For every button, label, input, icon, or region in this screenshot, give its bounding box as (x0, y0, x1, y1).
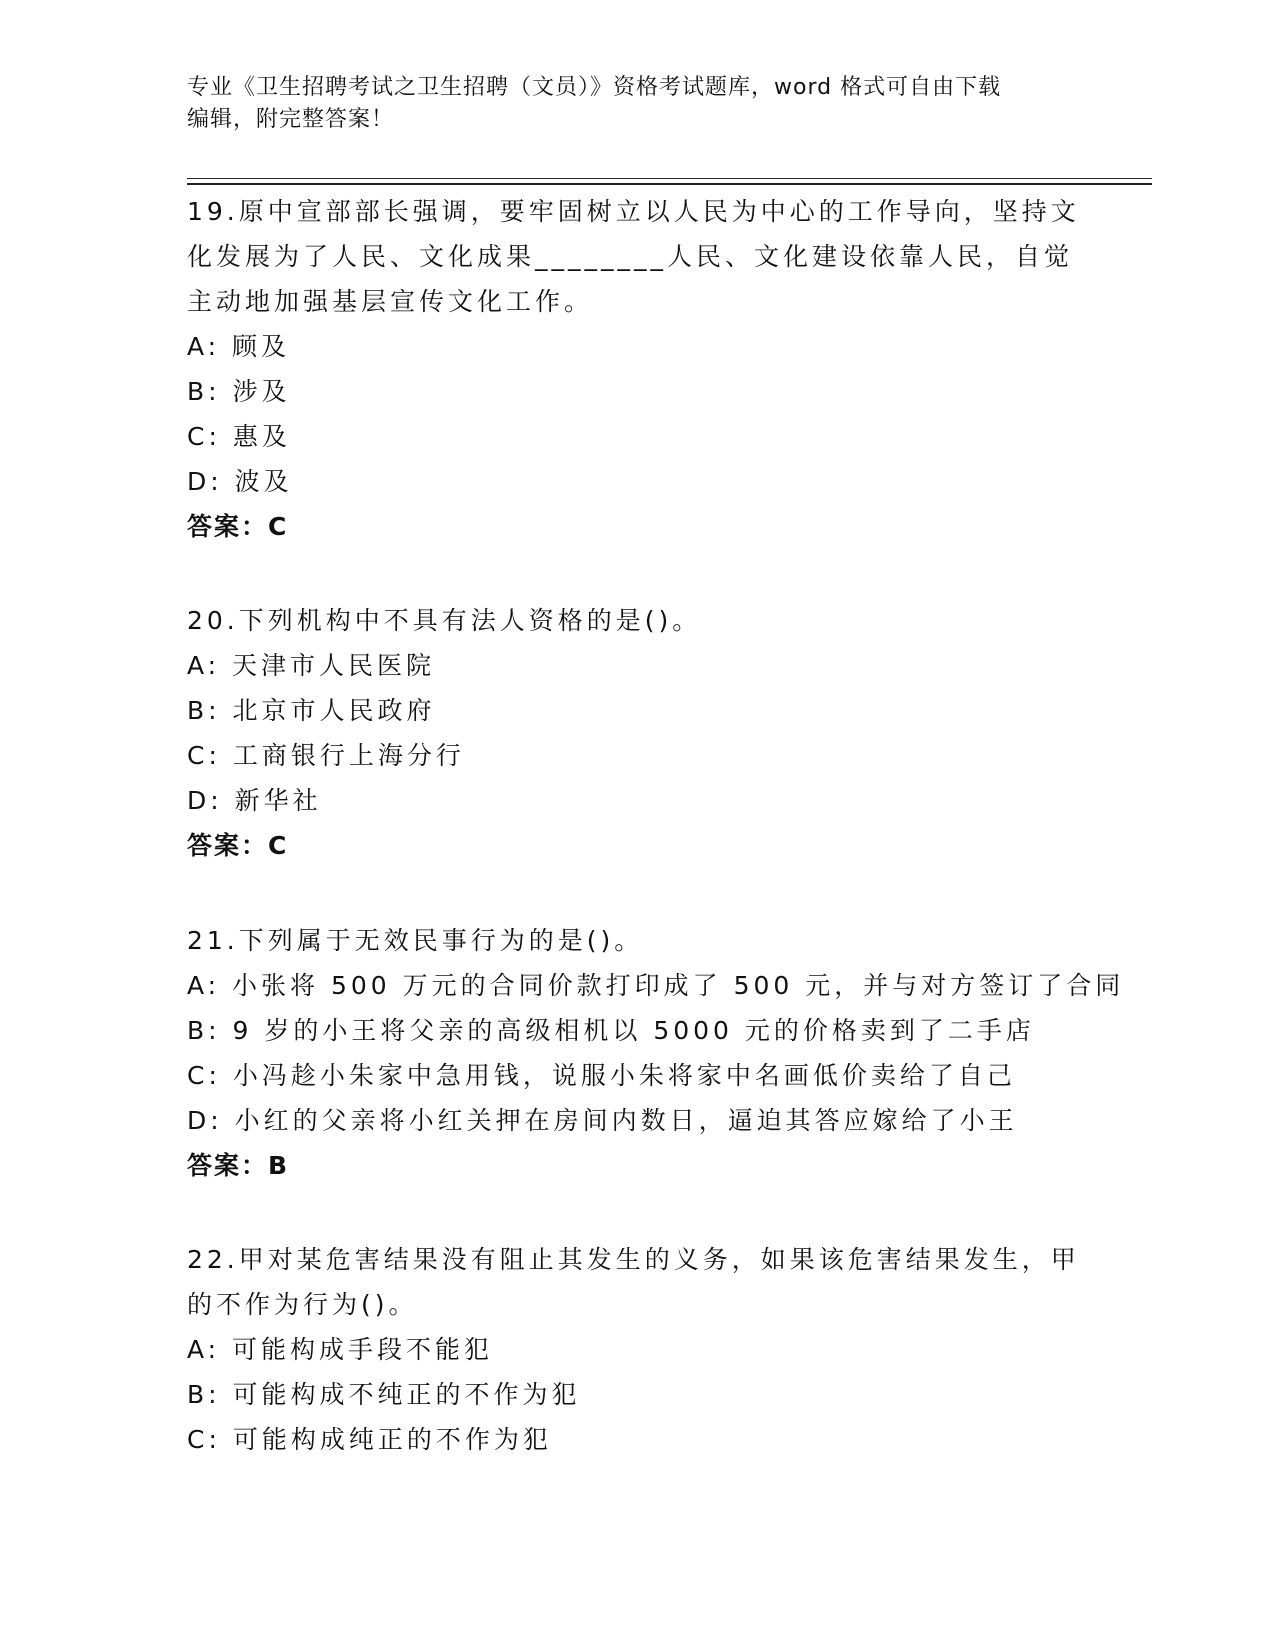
answer: 答案：C (187, 512, 289, 541)
question-21 (187, 918, 1125, 1188)
question-text-line: 19.原中宣部部长强调，要牢固树立以人民为中心的工作导向，坚持文 (187, 197, 1080, 226)
header-line-2: 编辑，附完整答案！ (187, 107, 395, 132)
question-22 (187, 1237, 1087, 1462)
option-c: C: 惠及 (187, 422, 291, 451)
question-text-line: 21.下列属于无效民事行为的是()。 (187, 926, 644, 955)
option-b: B: 北京市人民政府 (187, 696, 436, 725)
question-text-line: 20.下列机构中不具有法人资格的是()。 (187, 606, 702, 635)
option-b: B: 涉及 (187, 377, 291, 406)
question-text-line: 22.甲对某危害结果没有阻止其发生的义务，如果该危害结果发生，甲 (187, 1245, 1080, 1274)
question-19 (187, 189, 1087, 549)
option-a: A: 天津市人民医院 (187, 651, 436, 680)
option-b: B: 9 岁的小王将父亲的高级相机以 5000 元的价格卖到了二手店 (187, 1016, 1035, 1045)
answer: 答案：C (187, 831, 289, 860)
option-a: A: 可能构成手段不能犯 (187, 1335, 494, 1364)
option-a: A: 顾及 (187, 332, 291, 361)
option-d: D: 波及 (187, 467, 293, 496)
question-text-line: 主动地加强基层宣传文化工作。 (187, 287, 594, 316)
header-line-1: 专业《卫生招聘考试之卫生招聘（文员）》资格考试题库，word 格式可自由下载 (187, 75, 1002, 100)
question-20 (187, 598, 1087, 868)
option-d: D: 小红的父亲将小红关押在房间内数日，逼迫其答应嫁给了小王 (187, 1106, 1018, 1135)
option-c: C: 小冯趁小朱家中急用钱，说服小朱将家中名画低价卖给了自己 (187, 1061, 1016, 1090)
question-text-line: 化发展为了人民、文化成果________人民、文化建设依靠人民，自觉 (187, 242, 1074, 271)
header-rule-thin (187, 178, 1152, 179)
option-d: D: 新华社 (187, 786, 322, 815)
option-a: A: 小张将 500 万元的合同价款打印成了 500 元，并与对方签订了合同 (187, 971, 1125, 1000)
header-rule-thick (187, 183, 1152, 185)
document-header (187, 72, 1067, 136)
answer: 答案：B (187, 1151, 290, 1180)
option-c: C: 可能构成纯正的不作为犯 (187, 1425, 552, 1454)
option-c: C: 工商银行上海分行 (187, 741, 465, 770)
question-text-line: 的不作为行为()。 (187, 1290, 418, 1319)
option-b: B: 可能构成不纯正的不作为犯 (187, 1380, 581, 1409)
